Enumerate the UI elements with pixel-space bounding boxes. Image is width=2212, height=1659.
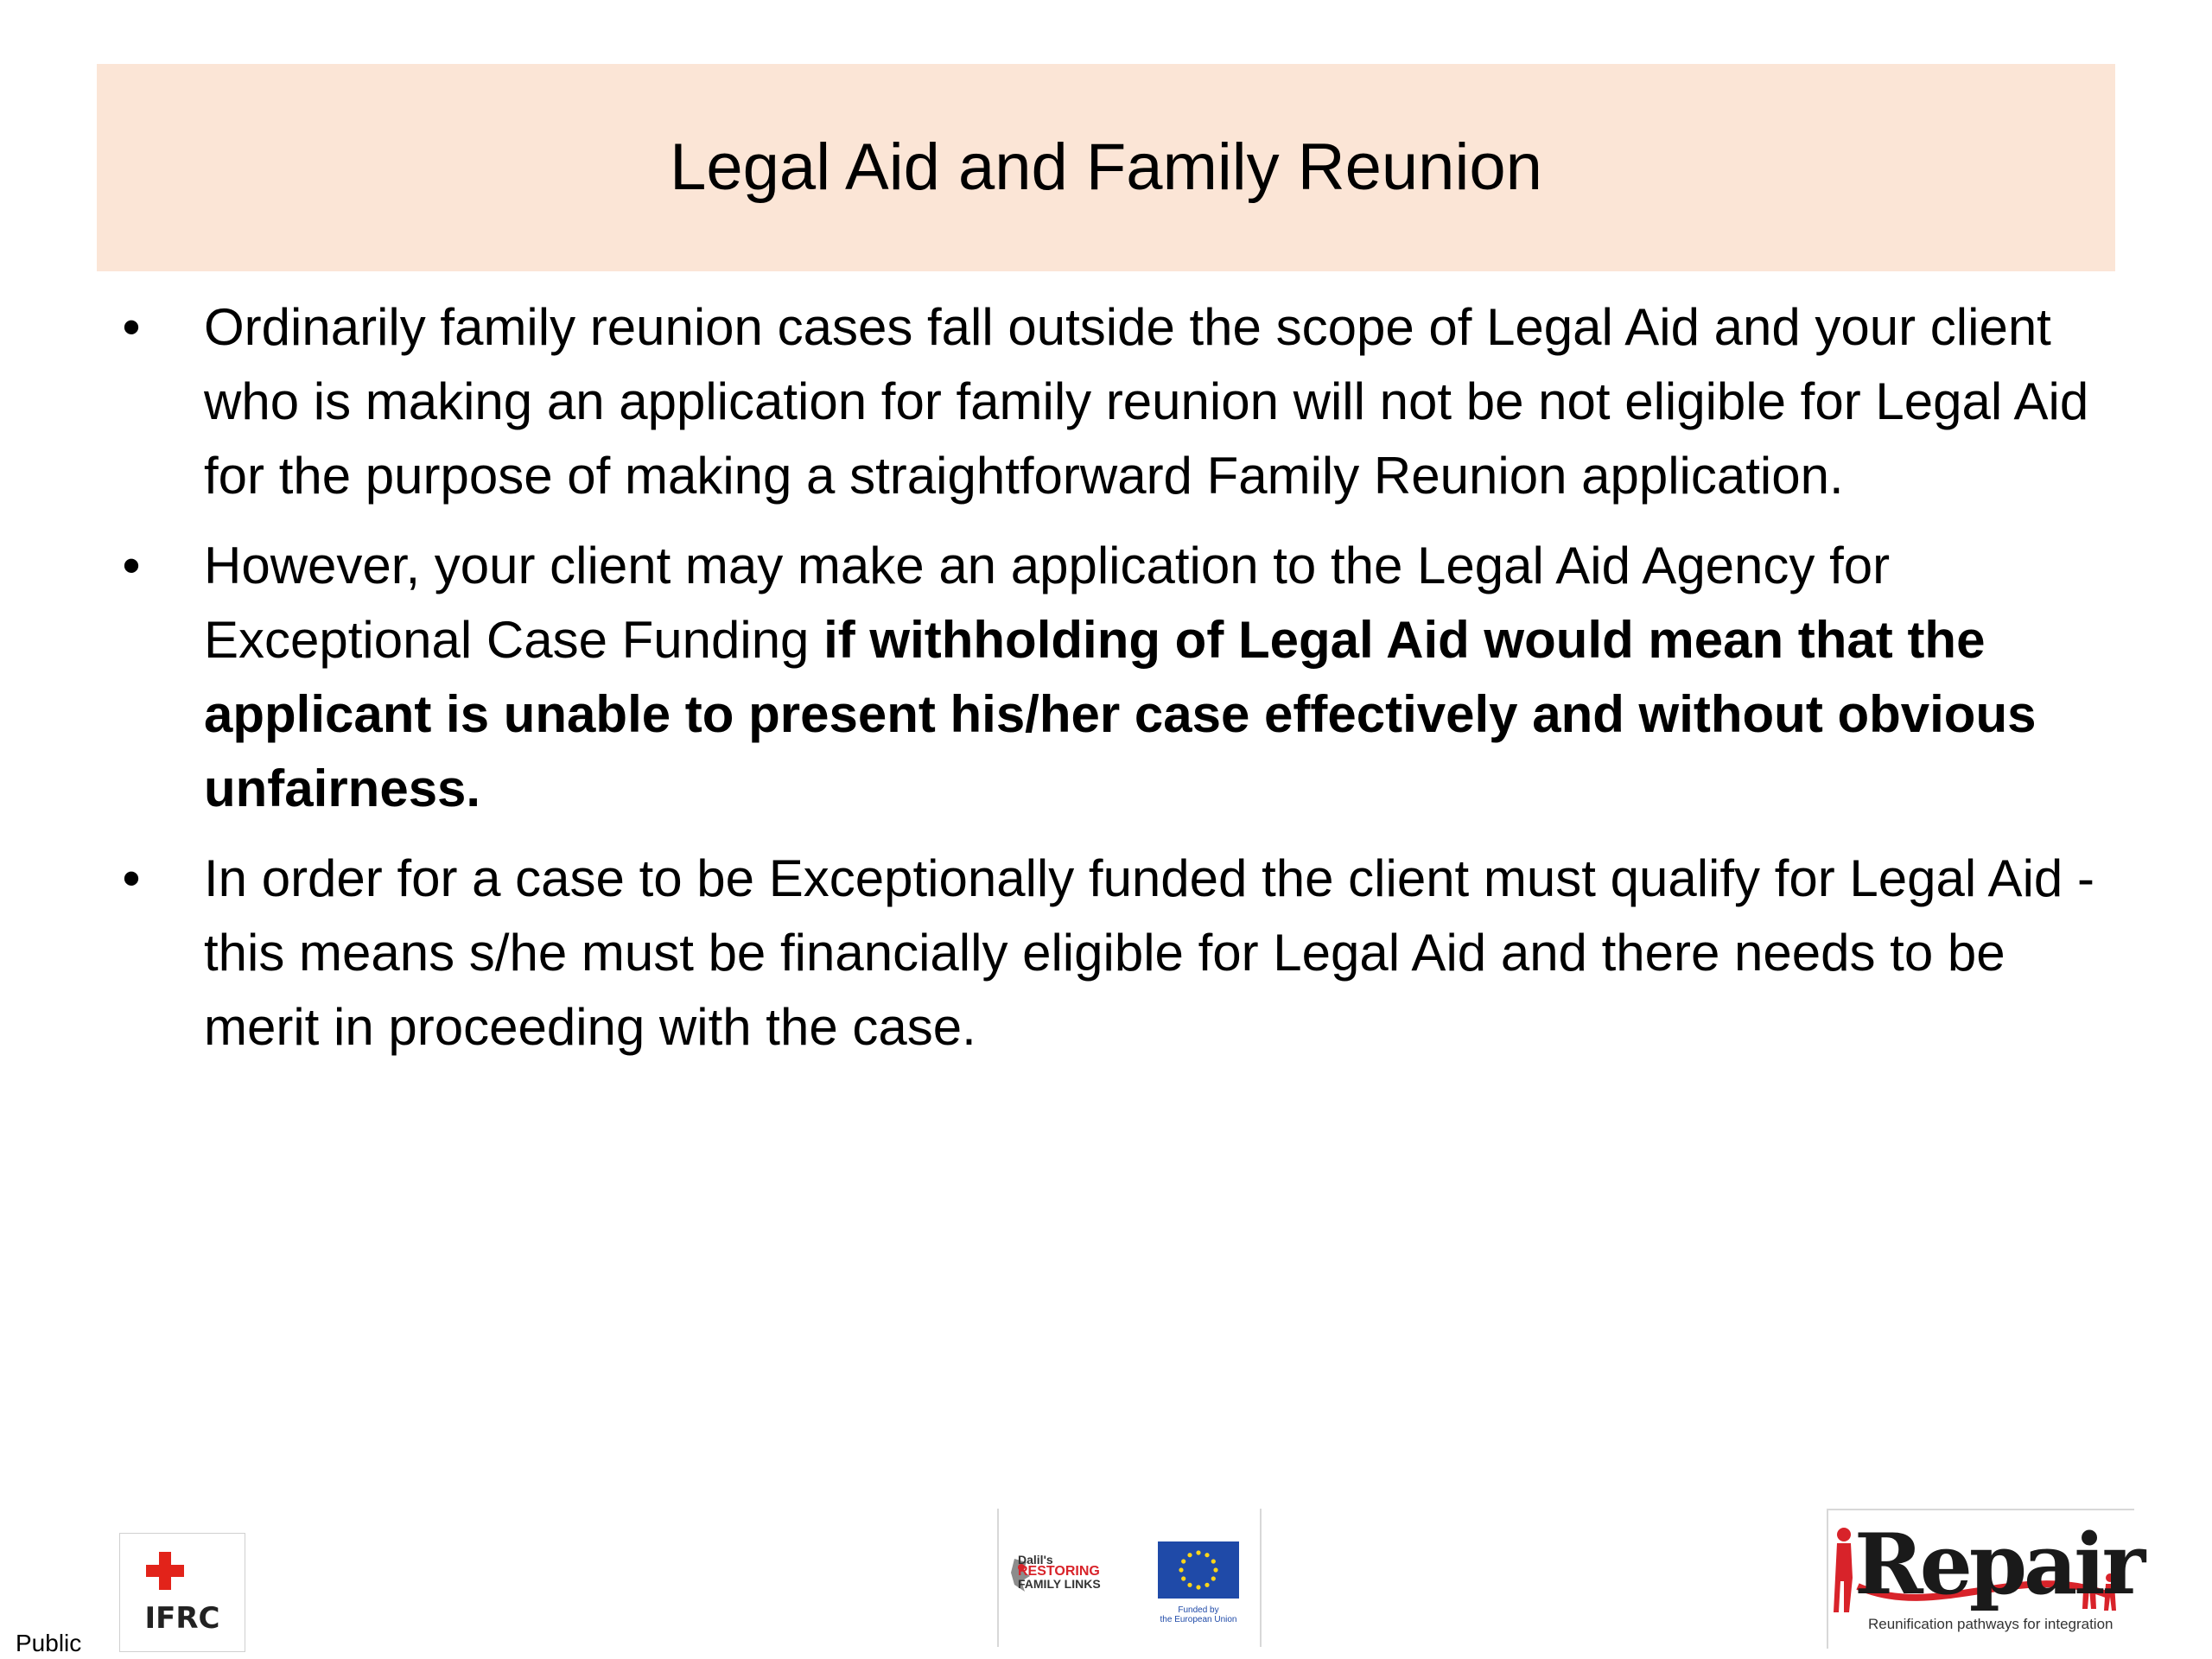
bullet-text-2-bold: if withholding of Legal Aid would mean that the applicant is unable to present his/her case effectively and without obvious unfairness. bbox=[204, 611, 2037, 817]
slide-title: Legal Aid and Family Reunion bbox=[670, 130, 1542, 204]
title-band bbox=[97, 64, 2115, 271]
bullet-list bbox=[114, 290, 2115, 1080]
repair-logo-word: Repair bbox=[1854, 1516, 2143, 1613]
bullet-item-1 bbox=[114, 290, 2115, 513]
bullet-text-3: In order for a case to be Exceptionally funded the client must qualify for Legal Aid - this means s/he must be financially eligible for Legal Aid and there needs to be merit in proceeding with the case. bbox=[204, 849, 2094, 1056]
public-label: Public bbox=[16, 1630, 82, 1656]
bullet-dot: • bbox=[122, 298, 141, 356]
rfl-line-2: RESTORING bbox=[1018, 1564, 1100, 1579]
eu-caption bbox=[1146, 1605, 1251, 1624]
ifrc-logo-text: IFRC bbox=[144, 1601, 220, 1636]
bullet-dot: • bbox=[122, 537, 141, 594]
rfl-logo-text bbox=[1018, 1554, 1122, 1590]
red-cross-red-crescent-icon bbox=[120, 1534, 245, 1603]
rfl-line-1: Dalil's bbox=[1018, 1553, 1053, 1567]
eu-flag-icon bbox=[1158, 1541, 1239, 1599]
funding-logos bbox=[997, 1509, 1262, 1647]
bullet-dot: • bbox=[122, 849, 141, 907]
bullet-text-2: However, your client may make an application to the Legal Aid Agency for Exceptional Case Funding bbox=[204, 537, 1891, 669]
eu-caption-line-2: the European Union bbox=[1160, 1615, 1237, 1624]
bullet-text-1: Ordinarily family reunion cases fall outside the scope of Legal Aid and your client who is making an application for family reunion will not be not eligible for Legal Aid for the purpose of making a straightforward Family Reunion application. bbox=[204, 298, 2089, 505]
bullet-item-2 bbox=[114, 529, 2115, 826]
repair-logo-tagline: Reunification pathways for integration bbox=[1868, 1616, 2113, 1632]
eu-caption-line-1: Funded by bbox=[1178, 1605, 1219, 1615]
repair-logo bbox=[1827, 1509, 2143, 1649]
eu-stars bbox=[1158, 1541, 1239, 1599]
rfl-line-3: FAMILY LINKS bbox=[1018, 1577, 1101, 1591]
ifrc-logo bbox=[119, 1533, 245, 1652]
bullet-item-3 bbox=[114, 842, 2115, 1065]
